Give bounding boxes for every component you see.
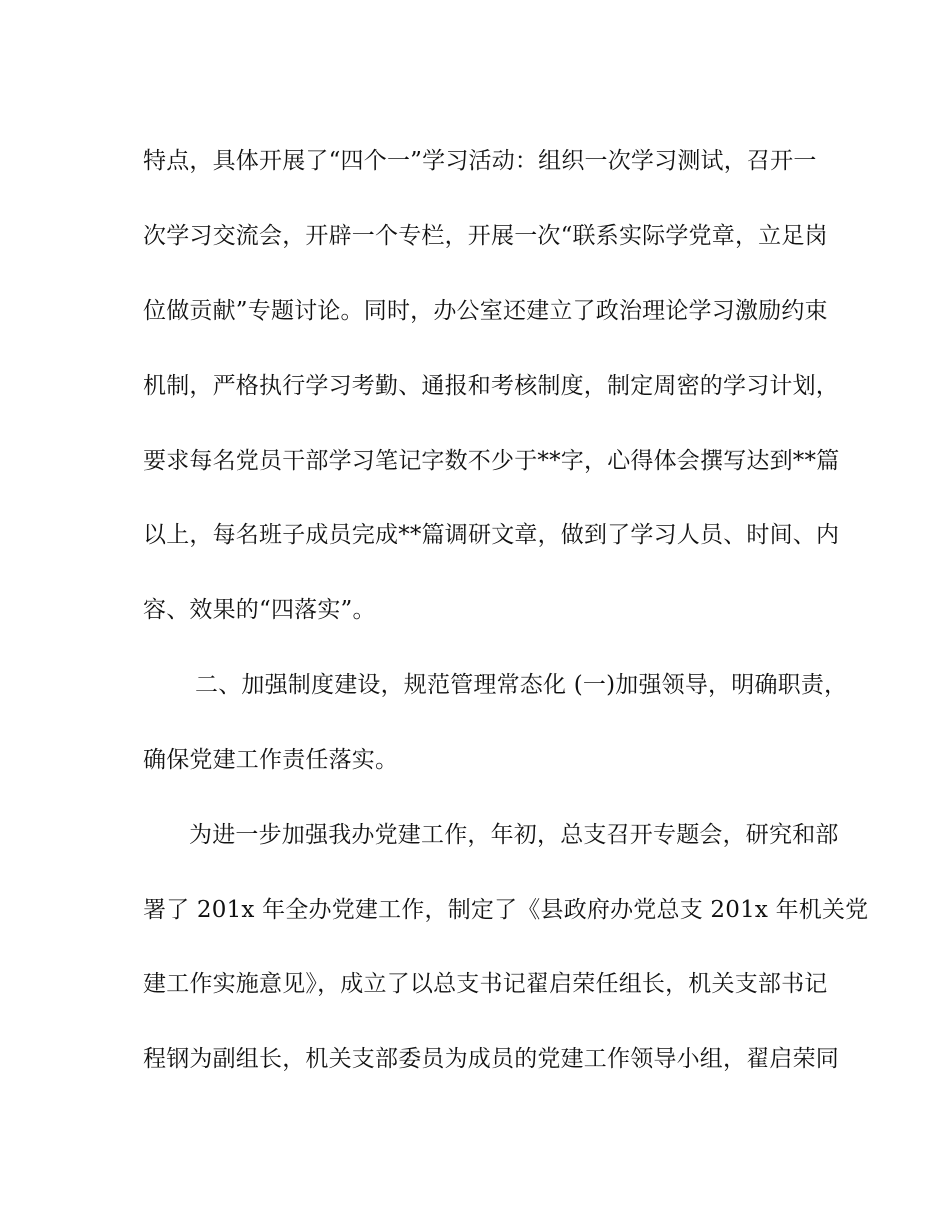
section-heading-line: 二、加强制度建设，规范管理常态化 (一)加强领导，明确职责，	[195, 672, 848, 698]
text-line-12: 建工作实施意见》，成立了以总支书记翟启荣任组长，机关支部书记	[143, 971, 828, 997]
text-line-5: 要求每名党员干部学习笔记字数不少于**字，心得体会撰写达到**篇	[143, 448, 840, 474]
text-line-11: 署了 201x 年全办党建工作，制定了《县政府办党总支 201x 年机关党	[143, 897, 869, 923]
text-line-13: 程钢为副组长，机关支部委员为成员的党建工作领导小组，翟启荣同	[143, 1046, 839, 1072]
text-line-3: 位做贡献”专题讨论。同时，办公室还建立了政治理论学习激励约束	[143, 298, 828, 324]
text-line-9: 确保党建工作责任落实。	[143, 747, 399, 773]
text-line-7: 容、效果的“四落实”。	[143, 597, 376, 623]
text-line-2: 次学习交流会，开辟一个专栏，开展一次“联系实际学党章，立足岗	[143, 223, 828, 249]
text-line-6: 以上，每名班子成员完成**篇调研文章，做到了学习人员、时间、内	[143, 522, 840, 548]
paragraph-start-line: 为进一步加强我办党建工作，年初，总支召开专题会，研究和部	[189, 822, 839, 848]
text-line-4: 机制，严格执行学习考勤、通报和考核制度，制定周密的学习计划，	[143, 373, 839, 399]
text-line-1: 特点，具体开展了“四个一”学习活动：组织一次学习测试，召开一	[143, 148, 817, 174]
